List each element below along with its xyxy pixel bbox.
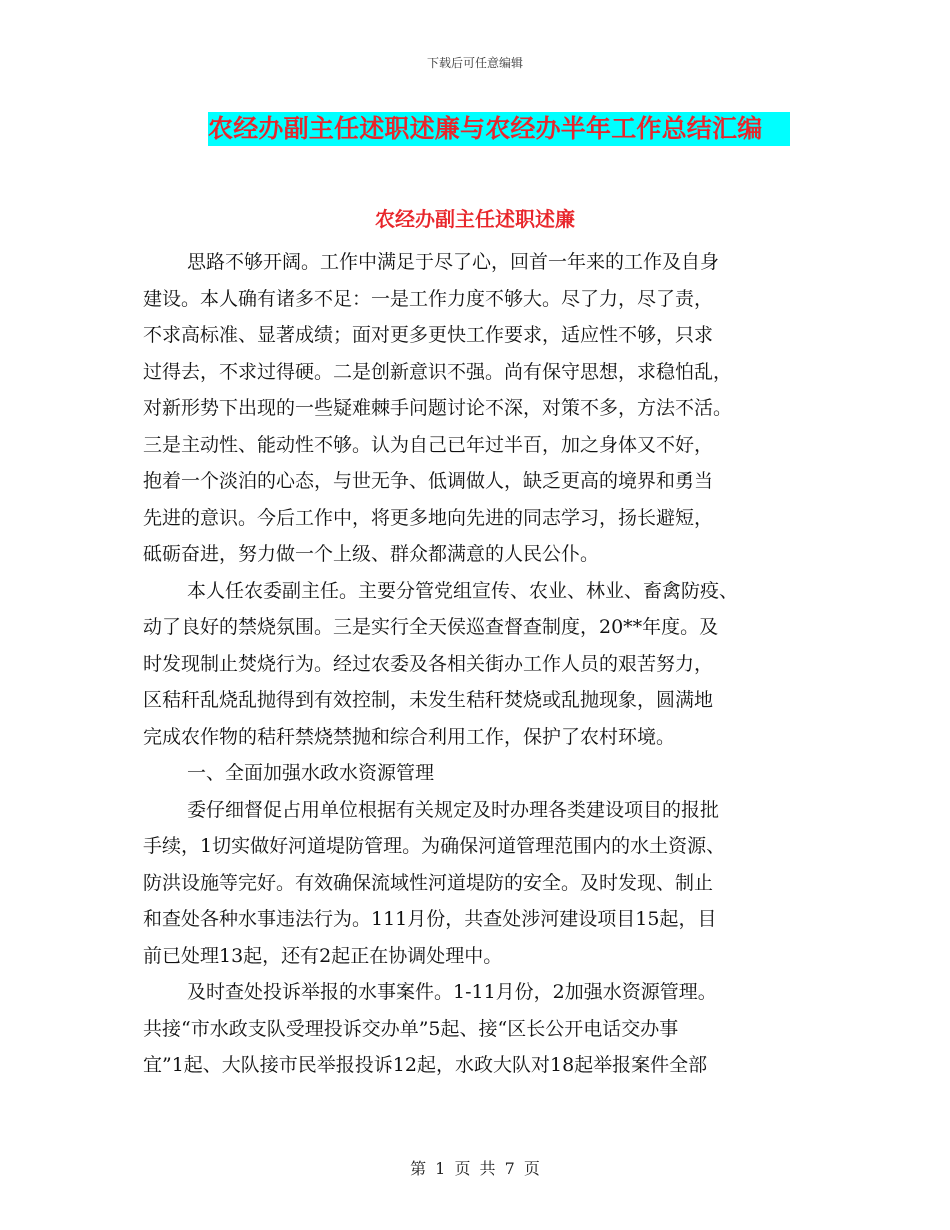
text-line: 不求高标准、显著成绩；面对更多更快工作要求，适应性不够，只求 bbox=[143, 324, 714, 346]
text-line: 抱着一个淡泊的心态，与世无争、低调做人，缺乏更高的境界和勇当 bbox=[143, 470, 714, 492]
text-line: 砥砺奋进，努力做一个上级、群众都满意的人民公仆。 bbox=[143, 543, 600, 565]
document-main-title: 农经办副主任述职述廉与农经办半年工作总结汇编 bbox=[208, 112, 790, 146]
text-line: 委仔细督促占用单位根据有关规定及时办理各类建设项目的报批 bbox=[187, 798, 720, 821]
text-line: 先进的意识。今后工作中，将更多地向先进的同志学习，扬长避短， bbox=[143, 506, 714, 529]
text-line: 手续，1切实做好河道堤防管理。为确保河道管理范围内的水土资源、 bbox=[143, 835, 726, 857]
text-line: 建设。本人确有诸多不足：一是工作力度不够大。尽了力，尽了责， bbox=[143, 287, 714, 310]
text-line: 区秸秆乱烧乱抛得到有效控制，未发生秸秆焚烧或乱抛现象，圆满地 bbox=[143, 689, 714, 711]
text-line: 对新形势下出现的一些疑难棘手问题讨论不深，对策不多，方法不活。 bbox=[143, 397, 733, 419]
text-line: 完成农作物的秸秆禁烧禁抛和综合利用工作，保护了农村环境。 bbox=[143, 725, 676, 748]
text-line: 三是主动性、能动性不够。认为自己已年过半百，加之身体又不好， bbox=[143, 433, 714, 456]
text-line: 一、全面加强水政水资源管理 bbox=[187, 762, 435, 784]
text-line: 共接“市水政支队受理投诉交办单”5起、接“区长公开电话交办事 bbox=[143, 1017, 679, 1040]
text-line: 前已处理13起，还有2起正在协调处理中。 bbox=[143, 944, 503, 967]
document-body bbox=[143, 244, 813, 1084]
page-footer: 第 1 页 共 7 页 bbox=[410, 1159, 540, 1178]
text-line: 和查处各种水事违法行为。111月份，共查处涉河建设项目15起，目 bbox=[143, 908, 717, 930]
text-line: 本人任农委副主任。主要分管党组宣传、农业、林业、畜禽防疫、 bbox=[187, 579, 739, 602]
section-title: 农经办副主任述职述廉 bbox=[375, 207, 575, 231]
text-line: 思路不够开阔。工作中满足于尽了心，回首一年来的工作及自身 bbox=[187, 251, 720, 273]
text-line: 宜”1起、大队接市民举报投诉12起，水政大队对18起举报案件全部 bbox=[143, 1054, 708, 1076]
text-line: 及时查处投诉举报的水事案件。1-11月份，2加强水资源管理。 bbox=[187, 981, 717, 1003]
text-line: 防洪设施等完好。有效确保流域性河道堤防的安全。及时发现、制止 bbox=[143, 871, 714, 894]
header-note: 下载后可任意编辑 bbox=[426, 56, 523, 70]
text-line: 过得去，不求过得硬。二是创新意识不强。尚有保守思想，求稳怕乱， bbox=[143, 360, 733, 383]
text-line: 动了良好的禁烧氛围。三是实行全天侯巡查督查制度，20**年度。及 bbox=[143, 616, 719, 638]
text-line: 时发现制止焚烧行为。经过农委及各相关街办工作人员的艰苦努力， bbox=[143, 652, 714, 675]
